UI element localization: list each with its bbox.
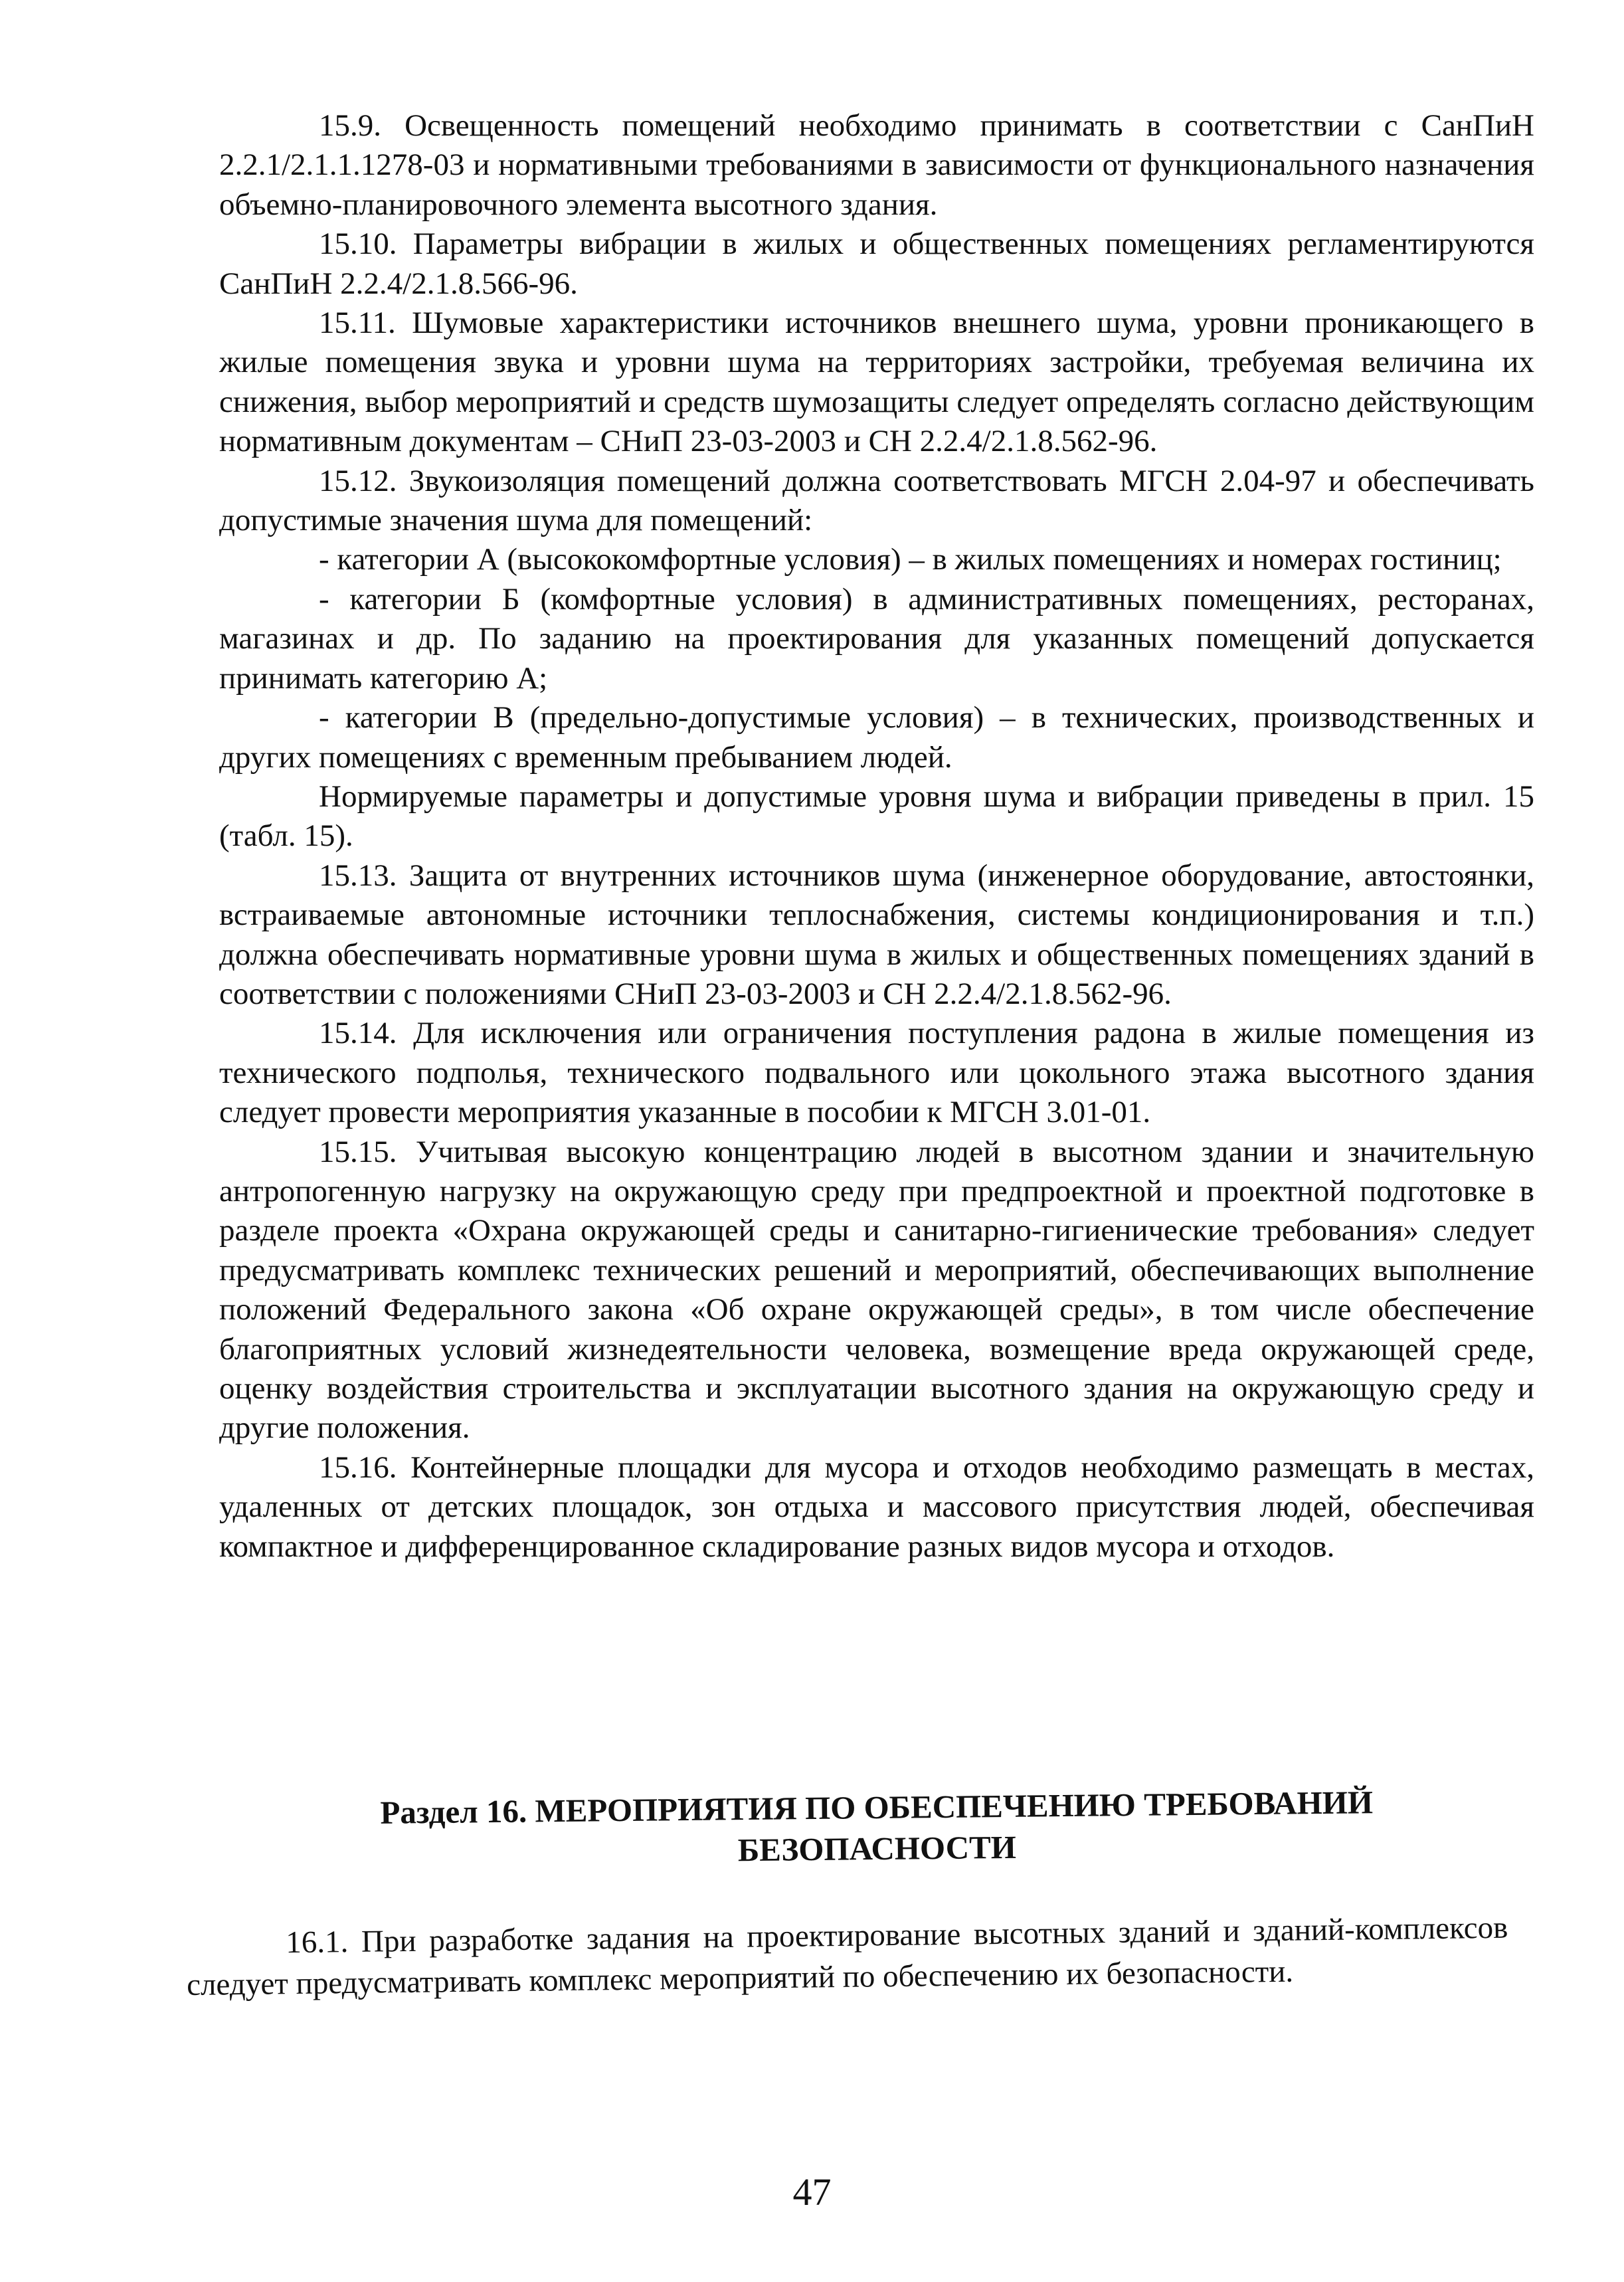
section-body <box>186 1907 1508 2006</box>
section-title <box>219 1780 1534 1877</box>
paragraph-15-9: 15.9. Освещенность помещений необходимо принимать в соответствии с СанПиН 2.2.1/2.1.1.1278-03 и нормативными требованиями в зависимости от функционального назначения объемно-планировочного элемента высотного здания. <box>219 108 1534 222</box>
paragraph-16-1: 16.1. При разработке задания на проектирование высотных зданий и зданий-комплексов следует предусматривать комплекс мероприятий по обеспечению их безопасности. <box>186 1910 1508 2002</box>
paragraph-15-11: 15.11. Шумовые характеристики источников внешнего шума, уровни проникающего в жилые помещения звука и уровни шума на территориях застройки, требуемая величина их снижения, выбор мероприятий и средств шумозащиты следует определять согласно действующим нормативным документам – СНиП 23-03-2003 и СН 2.2.4/2.1.8.562-96. <box>219 306 1534 459</box>
paragraph-norms-reference: Нормируемые параметры и допустимые уровня шума и вибрации приведены в прил. 15 (табл. 15). <box>219 779 1534 854</box>
paragraph-15-13: 15.13. Защита от внутренних источников шума (инженерное оборудование, автостоянки, встраиваемые автономные источники теплоснабжения, системы кондиционирования и т.п.) должна обеспечивать нормативные уровни шума в жилых и общественных помещениях зданий в соответствии с положениями СНиП 23-03-2003 и СН 2.2.4/2.1.8.562-96. <box>219 858 1534 1011</box>
page-number: 47 <box>792 2170 832 2214</box>
list-item-category-b: - категории Б (комфортные условия) в административных помещениях, ресторанах, магазинах и др. По заданию на проектирования для указанных помещений допускается принимать категорию А; <box>219 581 1534 696</box>
list-item-category-v: - категории В (предельно-допустимые условия) – в технических, производственных и других помещениях с временным пребыванием людей. <box>219 700 1534 775</box>
paragraph-15-12: 15.12. Звукоизоляция помещений должна соответствовать МГСН 2.04-97 и обеспечивать допустимые значения шума для помещений: <box>219 463 1534 538</box>
paragraph-15-15: 15.15. Учитывая высокую концентрацию людей в высотном здании и значительную антропогенную нагрузку на окружающую среду при предпроектной и проектной подготовке в разделе проекта «Охрана окружающей среды и санитарно-гигиенические требования» следует предусматривать комплекс технических решений и мероприятий, обеспечивающих выполнение положений Федерального закона «Об охране окружающей среды», в том числе обеспечение благоприятных условий жизнедеятельности человека, возмещение вреда окружающей среде, оценку воздействия строительства и эксплуатации высотного здания на окружающую среду и другие положения. <box>219 1134 1534 1446</box>
section-title-line-2: БЕЗОПАСНОСТИ <box>737 1828 1017 1869</box>
section-title-line-1: Раздел 16. МЕРОПРИЯТИЯ ПО ОБЕСПЕЧЕНИЮ ТРЕБОВАНИЙ <box>380 1784 1374 1831</box>
paragraph-15-14: 15.14. Для исключения или ограничения поступления радона в жилые помещения из технического подполья, технического подвального или цокольного этажа высотного здания следует провести мероприятия указанные в пособии к МГСН 3.01-01. <box>219 1016 1534 1130</box>
page-body <box>219 106 1534 1567</box>
list-item-category-a: - категории А (высококомфортные условия) – в жилых помещениях и номерах гостиниц; <box>319 542 1502 577</box>
paragraph-15-16: 15.16. Контейнерные площадки для мусора и отходов необходимо размещать в местах, удаленных от детских площадок, зон отдыха и массового присутствия людей, обеспечивая компактное и дифференцированное складирование разных видов мусора и отходов. <box>219 1450 1534 1564</box>
paragraph-15-10: 15.10. Параметры вибрации в жилых и общественных помещениях регламентируются СанПиН 2.2.4/2.1.8.566-96. <box>219 227 1534 301</box>
